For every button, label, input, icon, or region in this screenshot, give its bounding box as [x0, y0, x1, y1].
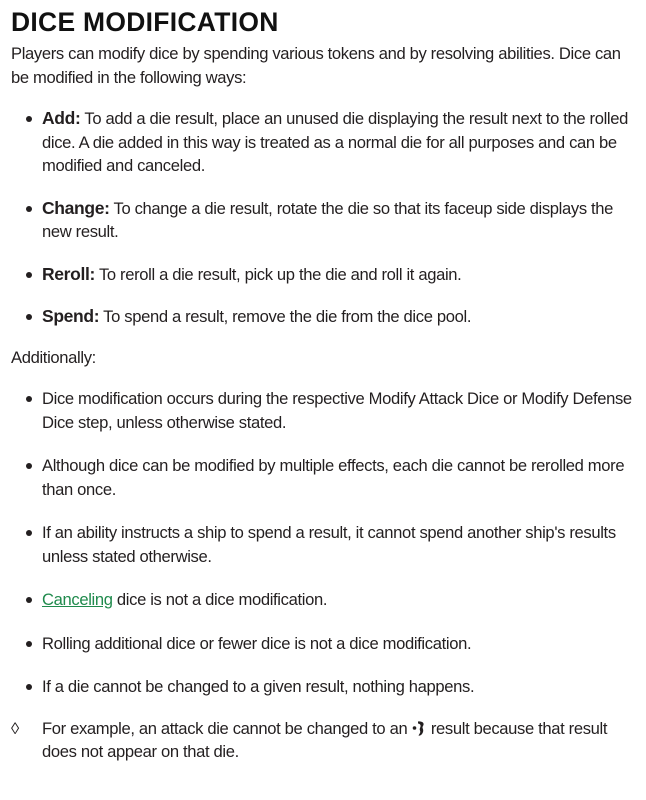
intro-paragraph: Players can modify dice by spending various tokens and by resolving abilities. Dice can be modified in the following ways: — [11, 44, 621, 87]
term: Change: — [42, 197, 110, 218]
list-item-add — [11, 107, 640, 178]
list-item-reroll — [11, 263, 640, 287]
term: Spend: — [42, 306, 100, 326]
additionally-label: Additionally: — [11, 347, 96, 367]
list-item: Dice modification occurs during the respective Modify Attack Dice or Modify Defense Dice step, unless otherwise stated. — [11, 387, 640, 434]
description: To add a die result, place an unused die displaying the result next to the rolled dice. A die added in this way is treated as a normal die for all purposes and can be modified and canceled. — [42, 109, 628, 175]
list-item-change — [11, 197, 640, 244]
example-item — [11, 717, 640, 764]
description: To change a die result, rotate the die so that its faceup side displays the new result. — [42, 198, 614, 241]
canceling-link[interactable]: Canceling — [42, 590, 113, 609]
page-title: DICE MODIFICATION — [11, 7, 279, 37]
list-item: Although dice can be modified by multiple effects, each die cannot be rerolled more than once. — [11, 454, 640, 501]
list-item: Rolling additional dice or fewer dice is not a dice modification. — [11, 632, 640, 656]
example-text: result because that result does not appear on that die. — [42, 718, 608, 761]
term: Reroll: — [42, 263, 95, 284]
description: To reroll a die result, pick up the die and roll it again. — [94, 264, 462, 284]
list-item — [11, 588, 640, 612]
list-item-text: dice is not a dice modification. — [112, 590, 328, 609]
list-item: If a die cannot be changed to a given result, nothing happens. — [11, 675, 640, 699]
list-item: If an ability instructs a ship to spend a result, it cannot spend another ship's results unless stated otherwise. — [11, 521, 640, 568]
evade-icon — [412, 720, 427, 737]
term: Add: — [42, 108, 81, 128]
example-text: For example, an attack die cannot be changed to an — [42, 718, 412, 738]
rules-list — [11, 387, 646, 699]
list-item-spend — [11, 305, 640, 329]
description: To spend a result, remove the die from the dice pool. — [99, 307, 472, 326]
modification-list — [11, 107, 646, 329]
diamond-bullet: ◊ — [11, 718, 19, 738]
